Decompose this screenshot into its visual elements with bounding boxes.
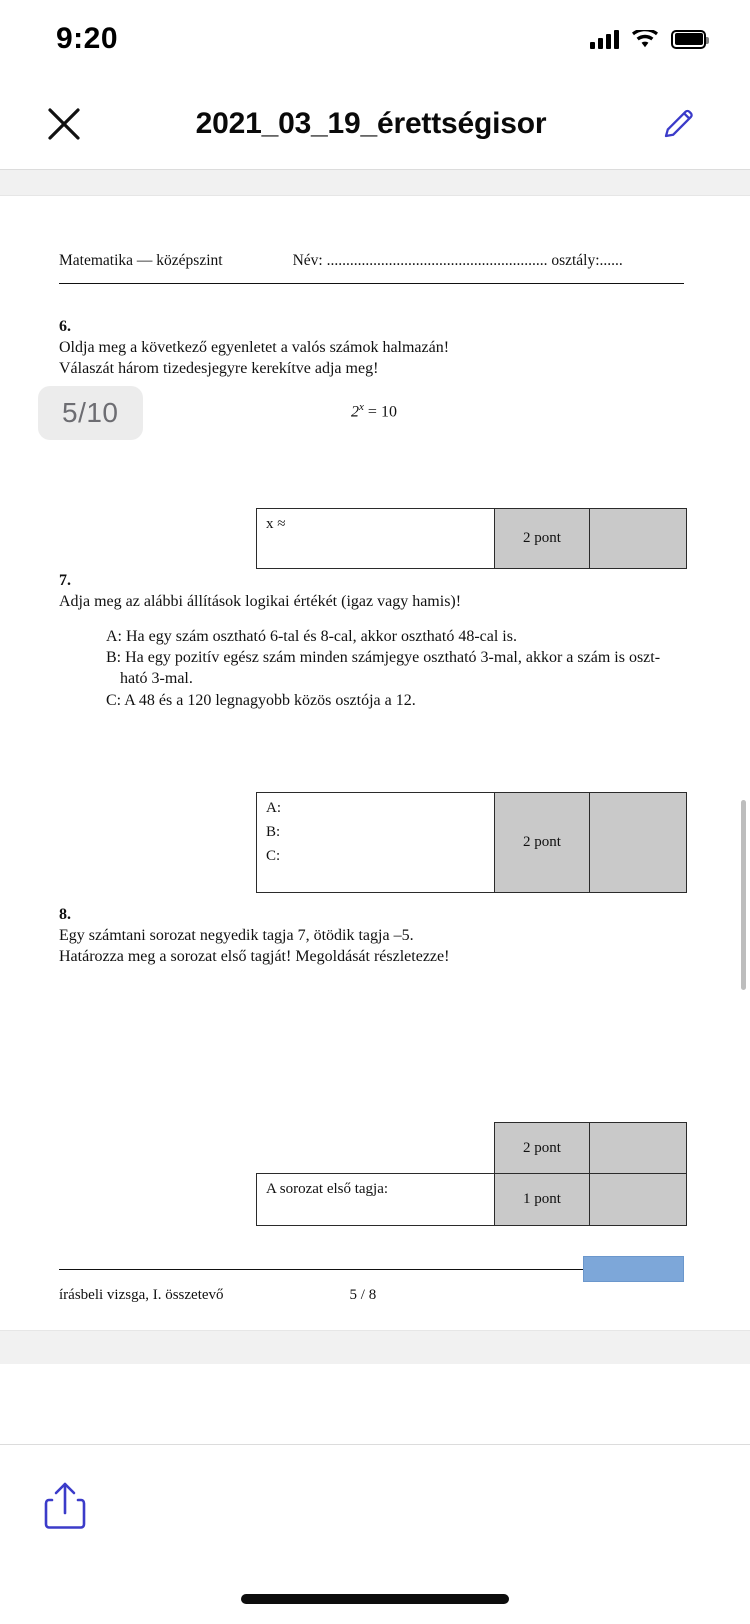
document-subject: Matematika — középszint xyxy=(59,252,223,269)
answer-row-b: B: xyxy=(266,824,281,840)
answer-row-a: A: xyxy=(266,800,281,816)
status-bar xyxy=(0,0,750,78)
home-indicator xyxy=(241,1594,509,1604)
page-title: 2021_03_19_érettségisor xyxy=(195,106,547,140)
question-8-line-2: Határozza meg a sorozat első tagját! Megoldását részletezze! xyxy=(59,948,450,966)
question-7-score-cell xyxy=(590,793,687,893)
statement-b-cont: ható 3-mal. xyxy=(120,670,193,688)
question-6 xyxy=(59,316,689,379)
nav-bar xyxy=(0,78,750,170)
status-indicators xyxy=(590,29,706,49)
footer-left-text: írásbeli vizsga, I. összetevő xyxy=(59,1287,224,1303)
answer-row-c: C: xyxy=(266,848,281,864)
table-row xyxy=(257,793,687,893)
formula-equality: = 10 xyxy=(363,403,397,421)
question-8-text xyxy=(59,925,689,967)
question-8-points-bottom: 1 pont xyxy=(495,1174,590,1226)
document-footer xyxy=(59,1287,684,1304)
question-7-points: 2 pont xyxy=(495,793,590,893)
bottom-toolbar xyxy=(0,1444,750,1624)
vertical-scrollbar[interactable] xyxy=(741,800,746,990)
question-7-number: 7. xyxy=(59,572,71,589)
question-8-number: 8. xyxy=(59,906,71,923)
question-6-points: 2 pont xyxy=(495,509,590,569)
question-7-line-1: Adja meg az alábbi állítások logikai értékét (igaz vagy hamis)! xyxy=(59,593,462,611)
document-header xyxy=(59,252,684,270)
table-row xyxy=(257,509,687,569)
question-8-points-top: 2 pont xyxy=(495,1123,590,1174)
document-name-field: Név: ......................................................... osztály:...... xyxy=(292,252,623,269)
question-7-statements xyxy=(106,626,689,710)
question-7 xyxy=(59,570,689,711)
wifi-icon xyxy=(632,30,658,49)
share-icon[interactable] xyxy=(30,1471,100,1541)
page-indicator-badge: 5/10 xyxy=(38,386,143,440)
table-row xyxy=(257,1123,687,1174)
question-6-formula xyxy=(59,401,689,421)
document-page xyxy=(0,196,750,1330)
document-content xyxy=(0,196,750,1330)
question-8-answer-table xyxy=(256,1122,687,1226)
statement-c: C: A 48 és a 120 legnagyobb közös osztója a 12. xyxy=(106,691,416,709)
question-8-empty-cell xyxy=(257,1123,495,1174)
question-7-answer-table xyxy=(256,792,687,893)
formula-exponent: x xyxy=(359,401,364,413)
question-6-answer-table xyxy=(256,508,687,569)
header-rule xyxy=(59,283,684,284)
footer-highlight-box xyxy=(583,1256,684,1282)
document-viewer[interactable] xyxy=(0,170,750,1364)
question-7-text xyxy=(59,591,689,612)
question-6-answer-cell[interactable]: x ≈ xyxy=(257,509,495,569)
statement-a: A: Ha egy szám osztható 6-tal és 8-cal, akkor osztható 48-cal is. xyxy=(106,628,517,646)
question-8-answer-cell[interactable]: A sorozat első tagja: xyxy=(257,1174,495,1226)
question-6-number: 6. xyxy=(59,318,71,335)
pencil-icon[interactable] xyxy=(650,96,706,152)
statement-b: B: Ha egy pozitív egész szám minden számjegye osztható 3-mal, akkor a szám is oszt- xyxy=(106,649,661,667)
question-8-score-cell-top xyxy=(590,1123,687,1174)
question-6-text xyxy=(59,337,689,379)
table-row xyxy=(257,1174,687,1226)
question-8-score-cell-bottom xyxy=(590,1174,687,1226)
formula-base: 2 xyxy=(351,403,360,421)
question-6-score-cell xyxy=(590,509,687,569)
status-time: 9:20 xyxy=(56,22,119,55)
footer-page-number: 5 / 8 xyxy=(349,1287,377,1303)
question-8-line-1: Egy számtani sorozat negyedik tagja 7, ötödik tagja –5. xyxy=(59,927,414,945)
question-6-line-2: Válaszát három tizedesjegyre kerekítve adja meg! xyxy=(59,360,379,378)
question-6-line-1: Oldja meg a következő egyenletet a valós számok halmazán! xyxy=(59,339,450,357)
battery-full-icon xyxy=(671,30,706,49)
question-8 xyxy=(59,904,689,967)
close-icon[interactable] xyxy=(36,96,92,152)
question-7-answer-cell[interactable] xyxy=(257,793,495,893)
cellular-signal-icon xyxy=(590,29,619,49)
